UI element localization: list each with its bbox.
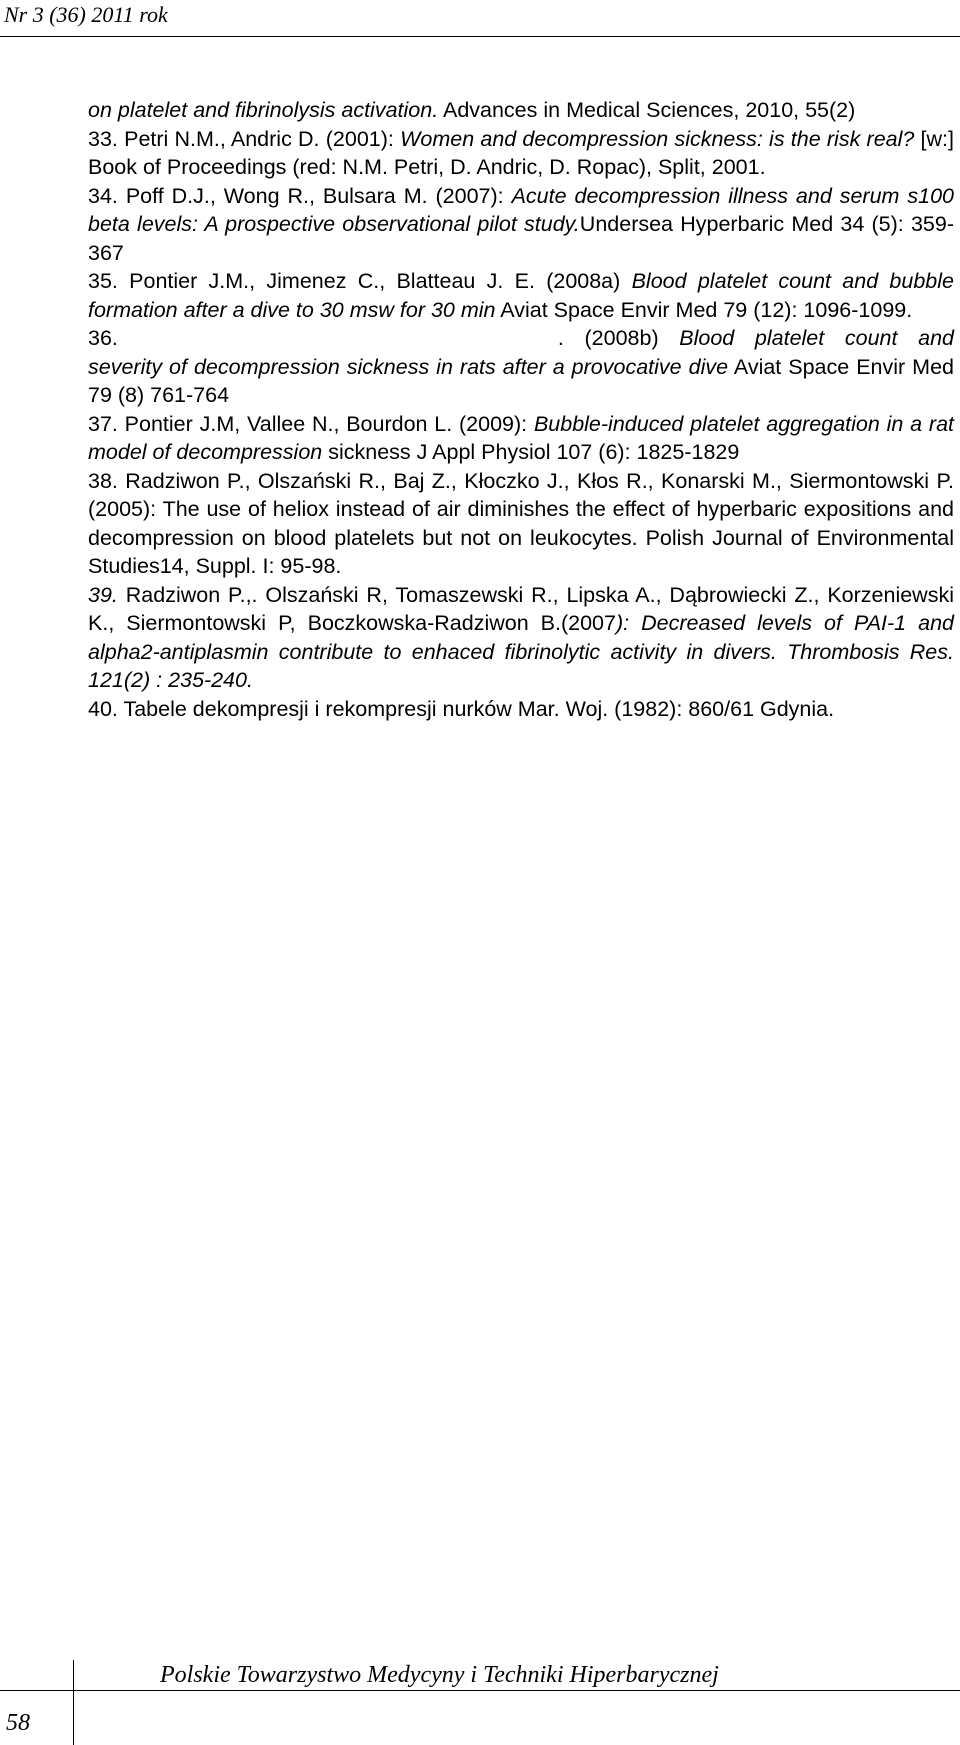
reference-38: 38. Radziwon P., Olszański R., Baj Z., Kłoczko J., Kłos R., Konarski M., Siermontowski P. (2005): The use of heliox instead of air diminishes the effect of hyperbaric expositions and decompression on blood platelets but not on leukocytes. Polish Journal of Environmental Studies14, Suppl. I: 95-98. <box>88 468 954 578</box>
reference-39: 39. Radziwon P.,. Olszański R, Tomaszewski R., Lipska A., Dąbrowiecki Z., Korzeniewski K., Siermontowski P, Boczkowska-Radziwon B.(2007): Decreased levels of PAI-1 and alpha2-antiplasmin contribute to enhaced fibrinolytic activity in divers. Thrombosis Res. 121(2) : 235-240. <box>88 582 954 692</box>
reference-number: 33. <box>88 126 118 151</box>
reference-36: 36. . (2008b) Blood platelet count and severity of decompression sickness in rats after a provocative dive Aviat Space Envir Med 79 (8) 761-764 <box>88 326 954 407</box>
running-header: Nr 3 (36) 2011 rok <box>4 2 168 27</box>
page-number: 58 <box>6 1710 30 1736</box>
reference-40: 40. Tabele dekompresji i rekompresji nurków Mar. Woj. (1982): 860/61 Gdynia. <box>88 696 835 721</box>
header-rule <box>0 36 960 37</box>
reference-number: 38. <box>88 468 118 493</box>
footer-society-name: Polskie Towarzystwo Medycyny i Techniki Hiperbarycznej <box>160 1662 719 1688</box>
reference-list <box>88 96 954 723</box>
reference-number: 40. <box>88 696 118 721</box>
reference-number: 37. <box>88 411 118 436</box>
reference-35: 35. Pontier J.M., Jimenez C., Blatteau J. E. (2008a) Blood platelet count and bubble formation after a dive to 30 msw for 30 min Aviat Space Envir Med 79 (12): 1096-1099. <box>88 269 954 322</box>
reference-34: 34. Poff D.J., Wong R., Bulsara M. (2007): Acute decompression illness and serum s100 beta levels: A prospective observational pilot study.Undersea Hyperbaric Med 34 (5): 359-367 <box>88 183 955 265</box>
reference-number: 35. <box>88 269 118 293</box>
reference-number: 34. <box>88 183 118 208</box>
reference-number: 39. <box>88 582 118 607</box>
reference-32-continuation: on platelet and fibrinolysis activation. Advances in Medical Sciences, 2010, 55(2) <box>88 98 856 122</box>
reference-37: 37. Pontier J.M, Vallee N., Bourdon L. (2009): Bubble-induced platelet aggregation in a rat model of decompression sickness J Appl Physiol 107 (6): 1825-1829 <box>88 411 954 464</box>
footer-rule <box>0 1690 960 1691</box>
reference-number: 36. <box>88 326 118 350</box>
reference-33: 33. Petri N.M., Andric D. (2001): Women and decompression sickness: is the risk real? [w:] Book of Proceedings (red: N.M. Petri, D. Andric, D. Ropac), Split, 2001. <box>88 126 954 179</box>
footer-vertical-rule <box>73 1660 74 1745</box>
